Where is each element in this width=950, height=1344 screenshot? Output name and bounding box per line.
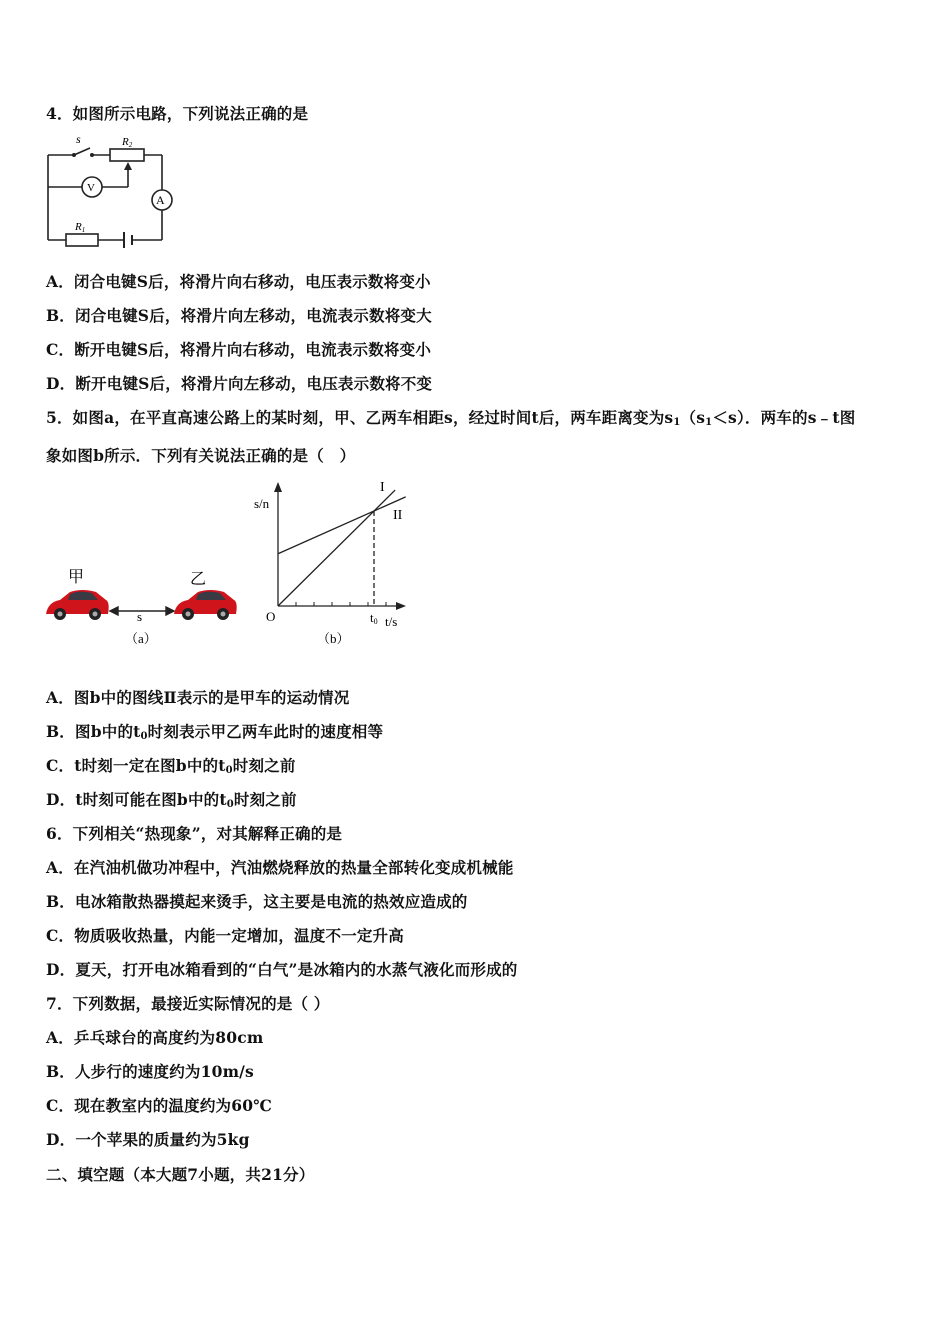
slider-arrowhead [124, 162, 132, 170]
q4-option-a: A．闭合电键S后，将滑片向右移动，电压表示数将变小 [46, 272, 431, 291]
q4-option-d: D．断开电键S后，将滑片向左移动，电压表示数将不变 [46, 374, 433, 393]
q7-option-a: A．乒乓球台的高度约为80cm [46, 1028, 264, 1047]
origin-label: O [266, 609, 276, 624]
q6-option-b: B．电冰箱散热器摸起来烫手，这主要是电流的热效应造成的 [46, 892, 468, 911]
q7-option-b: B．人步行的速度约为10m/s [46, 1062, 254, 1081]
q6-option-c: C．物质吸收热量，内能一定增加，温度不一定升高 [46, 926, 404, 945]
switch-label: s [76, 132, 81, 146]
line-label-i: I [380, 480, 385, 495]
switch-contact [90, 153, 94, 157]
circuit-diagram [40, 128, 180, 250]
q5-option-a: A．图b中的图线Ⅱ表示的是甲车的运动情况 [46, 688, 350, 707]
q5-stem-line1: 5．如图a，在平直高速公路上的某时刻，甲、乙两车相距s，经过时间t后，两车距离变为$s_1(s_1<s)$．两车的s﹣t图 [46, 408, 856, 428]
r2-label: R2 [122, 136, 133, 149]
voltmeter-label: V [87, 182, 95, 194]
r1-label: R1 [75, 221, 86, 234]
q4-option-c: C．断开电键S后，将滑片向右移动，电流表示数将变小 [46, 340, 432, 359]
q5-stem-line2: 象如图b所示．下列有关说法正确的是（ ） [46, 446, 356, 465]
q5-option-c: C．t时刻一定在图b中的$t_0$时刻之前 [46, 756, 296, 776]
switch-contact [72, 153, 76, 157]
q7-option-d: D．一个苹果的质量约为5kg [46, 1130, 250, 1149]
ammeter-label: A [156, 193, 165, 207]
figure-b-st-graph [250, 476, 425, 656]
car-jia-icon [46, 590, 109, 620]
car-yi-icon [174, 590, 237, 620]
figure-a-caption: （a） [125, 631, 157, 646]
series-line-2 [278, 497, 406, 554]
y-axis-arrowhead [274, 482, 282, 492]
q6-option-d: D．夏天，打开电冰箱看到的“白气”是冰箱内的水蒸气液化而形成的 [46, 960, 518, 979]
q5-option-b: B．图b中的$t_0$时刻表示甲乙两车此时的速度相等 [46, 722, 384, 742]
switch-blade [74, 148, 90, 155]
car-yi-label: 乙 [190, 571, 207, 588]
section-2-heading: 二、填空题（本大题7小题，共21分） [46, 1165, 315, 1184]
line-label-ii: II [393, 508, 403, 523]
figure-a-cars [40, 562, 245, 652]
resistor-r1 [66, 234, 98, 246]
y-axis-label: s/n [254, 496, 270, 511]
rheostat-r2 [110, 149, 144, 161]
x-axis-label: t/s [385, 614, 398, 629]
q5-option-d: D．t时刻可能在图b中的$t_0$时刻之前 [46, 790, 297, 810]
q7-stem: 7．下列数据，最接近实际情况的是（ ） [46, 994, 330, 1013]
figure-b-caption: （b） [317, 631, 350, 646]
x-axis-arrowhead [396, 602, 406, 610]
t0-label: t0 [370, 610, 378, 626]
q4-stem: 4．如图所示电路，下列说法正确的是 [46, 104, 309, 123]
q6-option-a: A．在汽油机做功冲程中，汽油燃烧释放的热量全部转化变成机械能 [46, 858, 514, 877]
q4-option-b: B．闭合电键S后，将滑片向左移动，电流表示数将变大 [46, 306, 432, 325]
q7-option-c: C．现在教室内的温度约为60℃ [46, 1096, 272, 1115]
q6-stem: 6．下列相关“热现象”，对其解释正确的是 [46, 824, 343, 843]
series-line-1 [278, 490, 395, 606]
distance-label: s [137, 609, 143, 624]
car-jia-label: 甲 [68, 569, 85, 586]
